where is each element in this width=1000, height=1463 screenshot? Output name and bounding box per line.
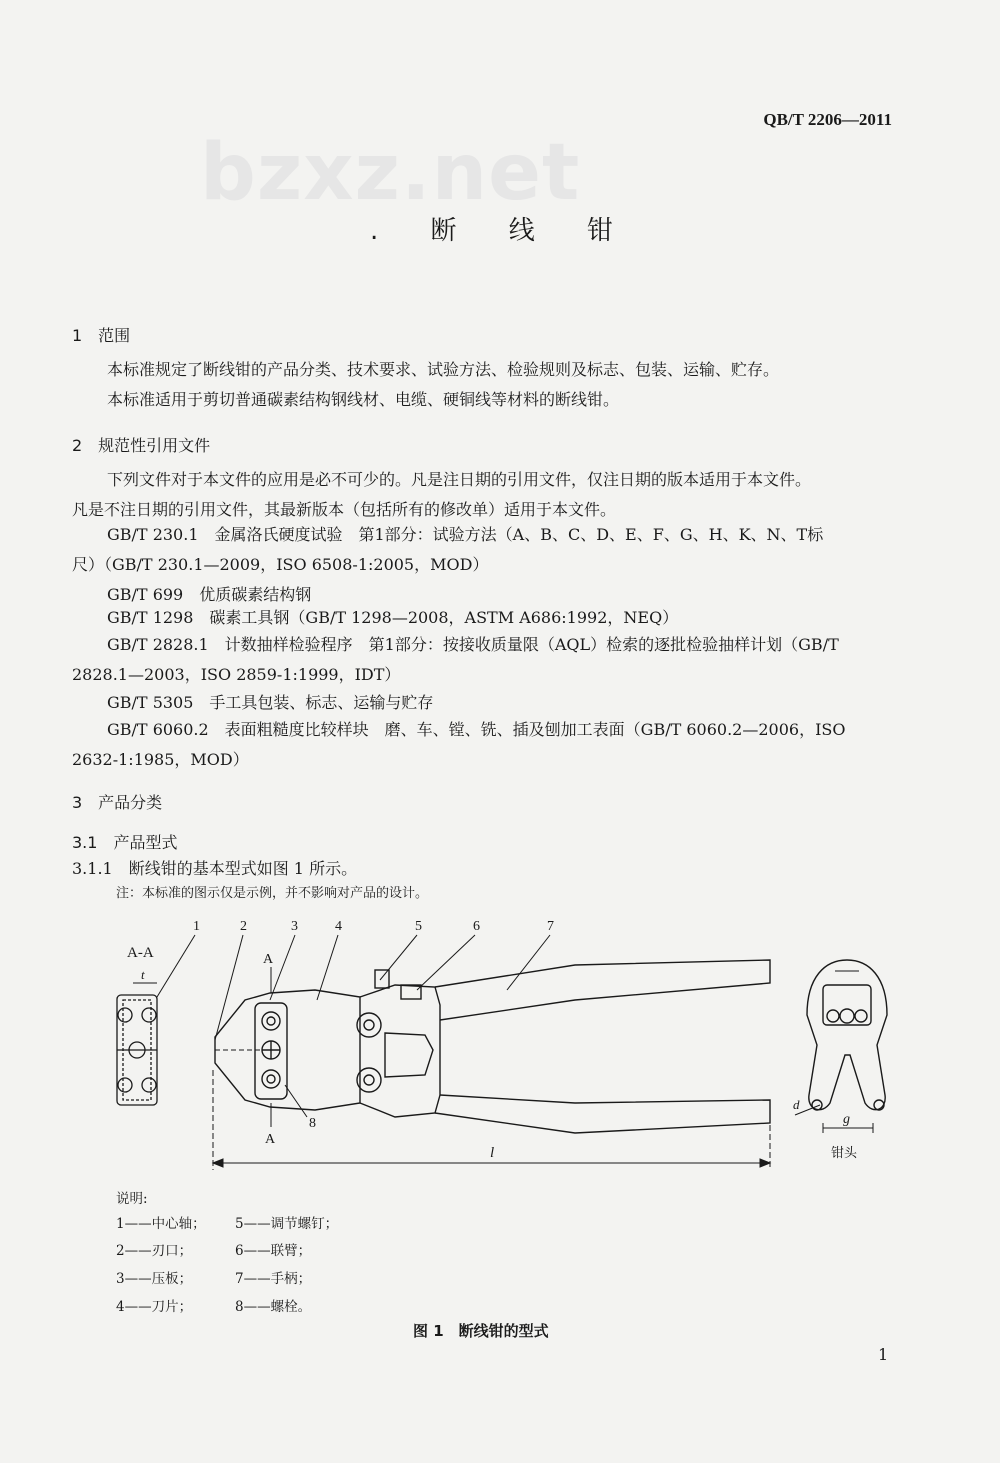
section-2-paragraph: 下列文件对于本文件的应用是必不可少的。凡是注日期的引用文件，仅注日期的版本适用于本文件。 [107,470,812,489]
figure-caption: 图 1 断线钳的型式 [413,1322,549,1340]
reference-item: 2828.1—2003，ISO 2859-1:1999，IDT） [72,665,401,684]
section-view [117,995,157,1105]
standard-code: QB/T 2206—2011 [763,110,892,129]
jaw-head-label: 钳头 [831,1145,858,1160]
section-marker-a: A [263,952,274,967]
callout-1: 1 [193,919,200,934]
section-2-heading: 2 规范性引用文件 [72,436,211,455]
section-1-paragraph: 本标准规定了断线钳的产品分类、技术要求、试验方法、检验规则及标志、包装、运输、贮存。 [107,360,780,379]
section-label: A-A [127,945,154,961]
dimension-l-label: l [490,1145,495,1161]
callout-7: 7 [547,919,554,934]
reference-item: GB/T 699 优质碳素结构钢 [107,585,312,604]
callout-3: 3 [291,919,298,934]
dimension-d-label: d [793,1097,800,1112]
reference-item: GB/T 230.1 金属洛氏硬度试验 第1部分：试验方法（A、B、C、D、E、F、G、H、K、N、T标 [107,525,824,544]
jaw-head-view [795,960,887,1133]
reference-item: GB/T 1298 碳素工具钢（GB/T 1298—2008，ASTM A686:1992，NEQ） [107,608,679,627]
dimension-t-label: t [141,967,145,982]
reference-item: GB/T 5305 手工具包装、标志、运输与贮存 [107,693,434,712]
reference-item: GB/T 2828.1 计数抽样检验程序 第1部分：按接收质量限（AQL）检索的逐批检验抽样计划（GB/T [107,635,839,654]
section-2-paragraph: 凡是不注日期的引用文件，其最新版本（包括所有的修改单）适用于本文件。 [72,500,617,519]
callout-2: 2 [240,919,247,934]
section-1-paragraph: 本标准适用于剪切普通碳素结构钢线材、电缆、硬铜线等材料的断线钳。 [107,390,620,409]
document-title: . 断 线 钳 [370,216,636,246]
page-number: 1 [878,1345,889,1364]
legend-item: 8——螺栓。 [235,1299,312,1315]
legend-item: 1——中心轴； [116,1216,206,1232]
legend-item: 3——压板； [116,1271,193,1287]
callout-5: 5 [415,919,422,934]
legend-item: 2——刃口； [116,1243,193,1259]
reference-item: 尺）（GB/T 230.1—2009，ISO 6508-1:2005，MOD） [72,555,489,574]
legend-item: 5——调节螺钉； [235,1216,339,1232]
section-3-heading: 3 产品分类 [72,793,163,812]
section-3-1-1-text: 3.1.1 断线钳的基本型式如图 1 所示。 [72,859,358,878]
bolt-cutter-drawing [95,905,895,1195]
reference-item: GB/T 6060.2 表面粗糙度比较样块 磨、车、镗、铣、插及刨加工表面（GB/T 6060.2—2006，ISO [107,720,846,739]
figure-note: 注：本标准的图示仅是示例，并不影响对产品的设计。 [116,886,429,901]
callout-4: 4 [335,919,342,934]
dimension-g-label: g [843,1112,850,1127]
legend-item: 4——刀片； [116,1299,193,1315]
reference-item: 2632-1:1985，MOD） [72,750,249,769]
section-1-heading: 1 范围 [72,326,131,345]
leader-lines [157,935,550,1117]
legend-item: 6——联臂； [235,1243,312,1259]
legend-item: 7——手柄； [235,1271,312,1287]
watermark: bzxz.net [200,128,581,218]
bolt-cutter-body [215,960,770,1133]
legend-title: 说明: [116,1191,148,1207]
section-3-1-heading: 3.1 产品型式 [72,833,178,852]
section-marker-a: A [265,1132,276,1147]
callout-6: 6 [473,919,480,934]
callout-8: 8 [309,1116,316,1131]
